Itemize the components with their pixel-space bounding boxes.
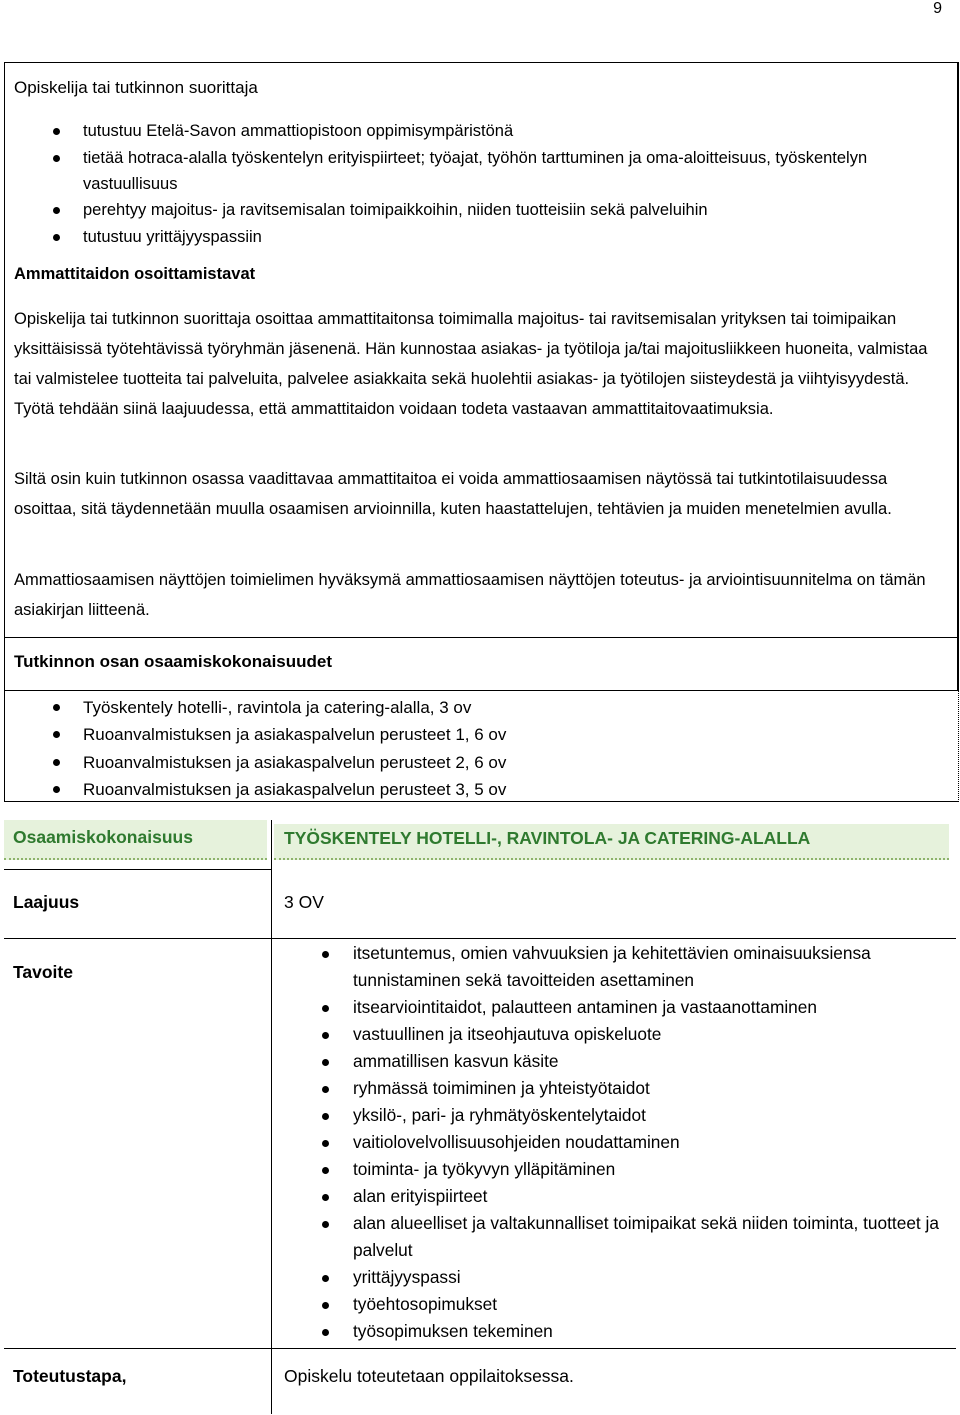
components-heading-row [4,637,959,691]
components-heading: Tutkinnon osan osaamiskokonaisuudet [14,652,333,671]
table-header-label: Osaamiskokonaisuus [13,827,193,847]
scope-label: Laajuus [13,892,80,912]
list-item: alan alueelliset ja valtakunnalliset toimipaikat sekä niiden toiminta, tuotteet ja palvelut [271,1210,960,1264]
list-item: ryhmässä toimiminen ja yhteistyötaidot [271,1075,960,1102]
table-header-value: TYÖSKENTELY HOTELLI-, RAVINTOLA- JA CATERING-ALALLA [284,828,811,848]
list-item: vaitiolovelvollisuusohjeiden noudattaminen [271,1129,960,1156]
list-item: Ruoanvalmistuksen ja asiakaspalvelun perusteet 3, 5 ov [5,776,506,803]
list-item: Ruoanvalmistuksen ja asiakaspalvelun perusteet 1, 6 ov [5,721,506,748]
assessment-heading: Ammattitaidon osoittamistavat [14,265,256,283]
list-item: Työskentely hotelli-, ravintola ja catering-alalla, 3 ov [5,694,506,721]
table-header-label-cell [4,820,267,860]
list-item: itsearviointitaidot, palautteen antaminen ja vastaanottaminen [271,994,960,1021]
method-value: Opiskelu toteutetaan oppilaitoksessa. [284,1366,574,1386]
list-item: yksilö-, pari- ja ryhmätyöskentelytaidot [271,1102,960,1129]
assessment-paragraph-3: Ammattiosaamisen näyttöjen toimielimen hyväksymä ammattiosaamisen näyttöjen toteutus- ja arviointisuunnitelma on tämän asiakirjan liitteenä. [14,571,926,619]
goal-list [271,940,960,1345]
competence-table [4,820,959,1414]
list-item: tutustuu Etelä-Savon ammattiopistoon oppimisympäristönä [5,118,935,145]
row-divider [4,1348,956,1349]
row-divider [4,938,956,939]
page-number: 9 [933,0,942,17]
method-label: Toteutustapa, [13,1366,127,1386]
assessment-paragraph-2: Siltä osin kuin tutkinnon osassa vaadittavaa ammattitaitoa ei voida ammattiosaamisen näytössä tai tutkintotilaisuudessa osoittaa, sitä täydennetään muulla osaamisen arvioinnilla, kuten haastattelujen, tehtävien ja muiden menetelmien avulla. [14,470,892,518]
row-divider [4,869,271,870]
list-item: itsetuntemus, omien vahvuuksien ja kehitettävien ominaisuuksiensa tunnistaminen sekä tavoitteiden asettaminen [271,940,960,994]
list-item: toiminta- ja työkyvyn ylläpitäminen [271,1156,960,1183]
table-header-value-cell [274,824,949,860]
assessment-paragraph-1: Opiskelija tai tutkinnon suorittaja osoittaa ammattitaitonsa toimimalla majoitus- tai ravitsemisalan yrityksen tai toimipaikan yksittäisissä työtehtävissä työryhmän jäsenenä. Hän kunnostaa asiakas- ja työtiloja ja/tai majoitusliikkeen huoneita, valmistaa tai valmistelee tuotteita tai palveluita, palvelee asiakkaita sekä huolehtii asiakas- ja työtilojen siisteydestä ja viihtyisyydestä. Työtä tehdään siinä laajuudessa, että ammattitaidon voidaan todeta vastaavan ammattitaitovaatimuksia. [14,310,928,418]
list-item: tietää hotraca-alalla työskentelyn erityispiirteet; työajat, työhön tarttuminen ja oma-aloitteisuus, työskentelyn vastuullisuus [5,145,935,197]
list-item: vastuullinen ja itseohjautuva opiskeluote [271,1021,960,1048]
list-item: työsopimuksen tekeminen [271,1318,960,1345]
scope-value: 3 OV [284,892,324,912]
intro-box [4,62,959,638]
goal-label: Tavoite [13,962,73,982]
list-item: perehtyy majoitus- ja ravitsemisalan toimipaikkoihin, niiden tuotteisiin sekä palveluihin [5,197,935,224]
components-list [5,694,506,803]
list-item: Ruoanvalmistuksen ja asiakaspalvelun perusteet 2, 6 ov [5,749,506,776]
list-item: ammatillisen kasvun käsite [271,1048,960,1075]
intro-list [5,118,935,251]
list-item: työehtosopimukset [271,1291,960,1318]
list-item: yrittäjyyspassi [271,1264,960,1291]
list-item: alan erityispiirteet [271,1183,960,1210]
list-item: tutustuu yrittäjyyspassiin [5,224,935,251]
intro-title: Opiskelija tai tutkinnon suorittaja [14,78,258,97]
components-box [4,690,959,802]
